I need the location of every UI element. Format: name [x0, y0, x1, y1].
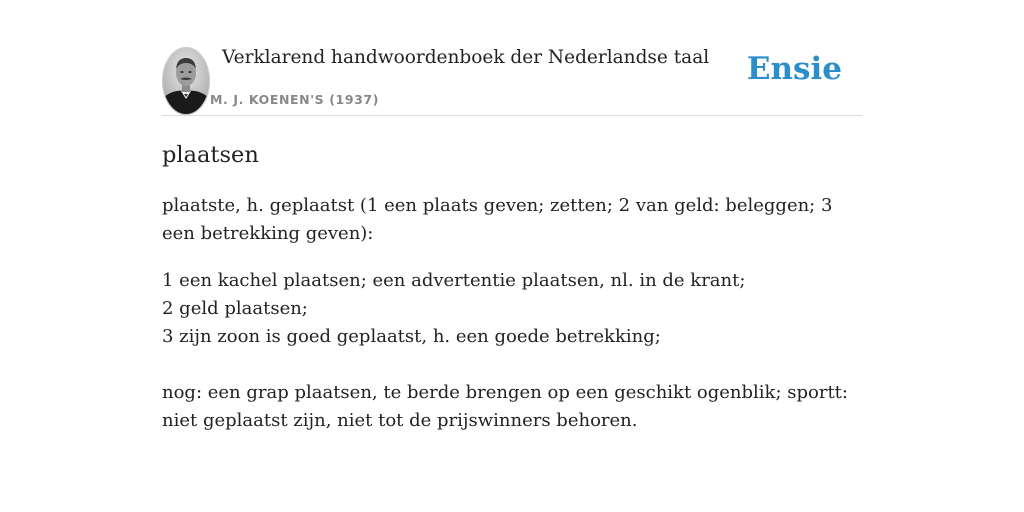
dictionary-header [162, 46, 862, 116]
dictionary-subtitle: M. J. KOENEN'S (1937) [210, 92, 380, 107]
ensie-logo-link[interactable]: Ensie [746, 51, 842, 87]
entry-definition: plaatste, h. geplaatst (1 een plaats geven; zetten; 2 van geld: beleggen; 3 een betrekking geven): [162, 195, 833, 244]
author-portrait-icon [162, 47, 210, 115]
entry-headword: plaatsen [162, 142, 259, 168]
entry-examples [162, 267, 862, 351]
example-line: 1 een kachel plaatsen; een advertentie plaatsen, nl. in de krant; [162, 270, 746, 291]
example-line: 2 geld plaatsen; [162, 298, 308, 319]
entry-additional-usage: nog: een grap plaatsen, te berde brengen op een geschikt ogenblik; sportt: niet geplaatst zijn, niet tot de prijswinners behoren. [162, 382, 848, 431]
example-line: 3 zijn zoon is goed geplaatst, h. een goede betrekking; [162, 326, 661, 347]
dictionary-title: Verklarend handwoordenboek der Nederlandse taal [222, 47, 710, 68]
